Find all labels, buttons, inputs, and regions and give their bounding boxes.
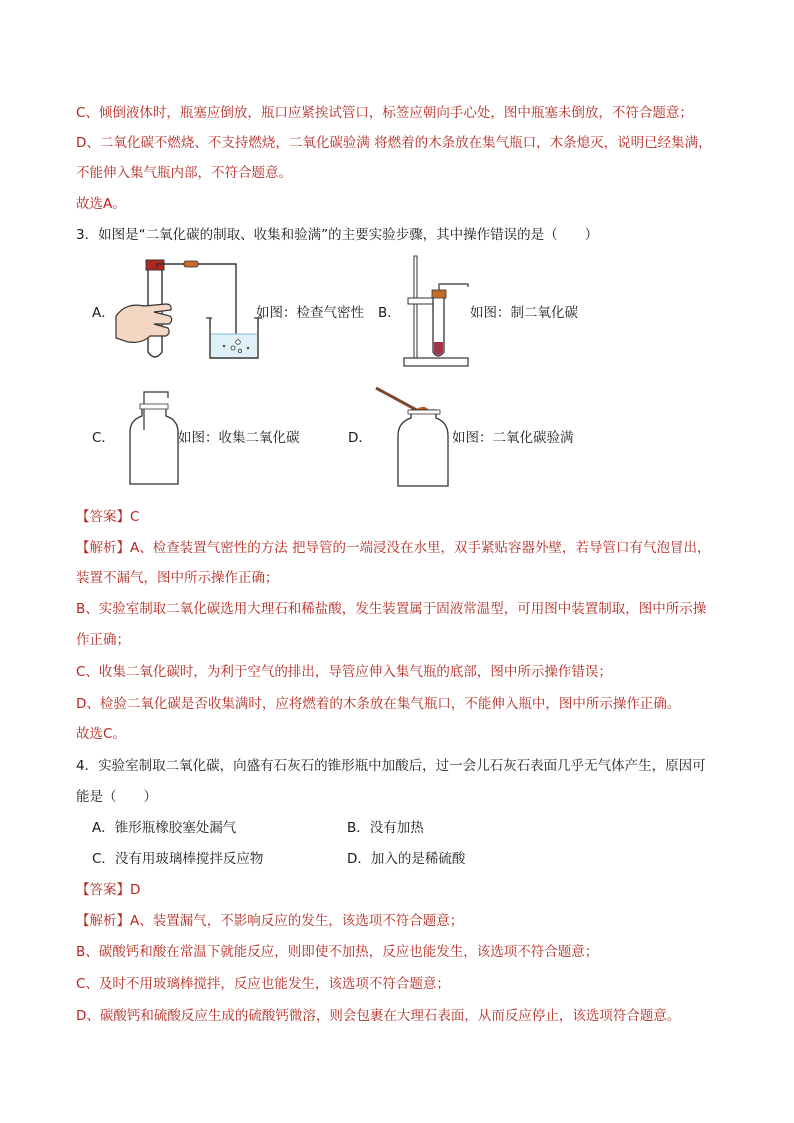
q4-analysis-b: B、碳酸钙和酸在常温下就能反应，则即使不加热，反应也能发生，该选项不符合题意； xyxy=(76,944,599,960)
q3-analysis-tag: 【解析】 xyxy=(76,540,130,556)
q3-analysis-b-2: 作正确； xyxy=(76,632,130,648)
q4-option-c: C．没有用玻璃棒搅拌反应物 xyxy=(92,851,264,867)
q3-option-a-caption: 如图：检查气密性 xyxy=(256,305,364,321)
q3-option-a-letter: A． xyxy=(92,305,115,321)
q3-answer-tag: 【答案】 xyxy=(76,509,130,525)
q3-analysis-d: D、检验二氧化碳是否收集满时，应将燃着的木条放在集气瓶口，不能伸入瓶中，图中所示操作正确。 xyxy=(76,696,681,712)
q4-answer-tag: 【答案】 xyxy=(76,882,130,898)
q3-analysis-b-1: B、实验室制取二氧化碳选用大理石和稀盐酸，发生装置属于固液常温型，可用图中装置制取，图中所示操 xyxy=(76,601,707,617)
q3-analysis-a-text: A、检查装置气密性的方法 把导管的一端浸没在水里，双手紧贴容器外壁，若导管口有气泡冒出， xyxy=(130,540,711,556)
co2-full-check-figure xyxy=(372,384,456,490)
prev-analysis-d-1: D、二氧化碳不燃烧、不支持燃烧，二氧化碳验满 将燃着的木条放在集气瓶口，木条熄灭，说明已经集满， xyxy=(76,135,712,151)
q4-analysis-a xyxy=(76,911,463,931)
q3-stem: 3．如图是“二氧化碳的制取、收集和验满”的主要实验步骤，其中操作错误的是（ ） xyxy=(76,227,599,243)
q3-answer-value: C xyxy=(130,509,140,525)
q3-option-c-caption: 如图：收集二氧化碳 xyxy=(178,430,300,446)
q3-analysis-a-1 xyxy=(76,538,711,558)
co2-generation-figure xyxy=(400,254,472,370)
q3-answer xyxy=(76,507,139,527)
q3-analysis-c: C、收集二氧化碳时，为利于空气的排出，导管应伸入集气瓶的底部，图中所示操作错误； xyxy=(76,664,612,680)
q3-choose: 故选C。 xyxy=(76,726,126,742)
q3-option-b-letter: B． xyxy=(378,305,401,321)
q3-option-b-caption: 如图：制二氧化碳 xyxy=(470,305,578,321)
q3-option-d-caption: 如图：二氧化碳验满 xyxy=(452,430,574,446)
q4-option-b: B．没有加热 xyxy=(347,820,424,836)
q4-answer-value: D xyxy=(130,882,141,898)
prev-analysis-d-2: 不能伸入集气瓶内部，不符合题意。 xyxy=(76,165,292,181)
q3-option-d-letter: D． xyxy=(348,430,372,446)
airtightness-check-figure xyxy=(114,258,264,364)
q4-option-a: A．锥形瓶橡胶塞处漏气 xyxy=(92,820,237,836)
prev-choose: 故选A。 xyxy=(76,196,126,212)
q4-analysis-a-text: A、装置漏气，不影响反应的发生，该选项不符合题意； xyxy=(130,913,464,929)
q3-option-c-letter: C． xyxy=(92,430,115,446)
q4-analysis-d: D、碳酸钙和硫酸反应生成的硫酸钙微溶，则会包裹在大理石表面，从而反应停止，该选项符合题意。 xyxy=(76,1008,681,1024)
q4-stem-1: 4．实验室制取二氧化碳，向盛有石灰石的锥形瓶中加酸后，过一会儿石灰石表面几乎无气体产生，原因可 xyxy=(76,758,706,774)
q4-answer xyxy=(76,880,140,900)
prev-analysis-c: C、倾倒液体时，瓶塞应倒放，瓶口应紧挨试管口，标签应朝向手心处，图中瓶塞未倒放，不符合题意； xyxy=(76,105,693,121)
q4-analysis-tag: 【解析】 xyxy=(76,913,130,929)
gas-collection-figure xyxy=(128,388,182,490)
q4-analysis-c: C、及时不用玻璃棒搅拌，反应也能发生，该选项不符合题意； xyxy=(76,976,450,992)
q4-stem-2: 能是（ ） xyxy=(76,789,157,805)
q4-option-d: D．加入的是稀硫酸 xyxy=(347,851,466,867)
q3-analysis-a-2: 装置不漏气，图中所示操作正确； xyxy=(76,570,279,586)
